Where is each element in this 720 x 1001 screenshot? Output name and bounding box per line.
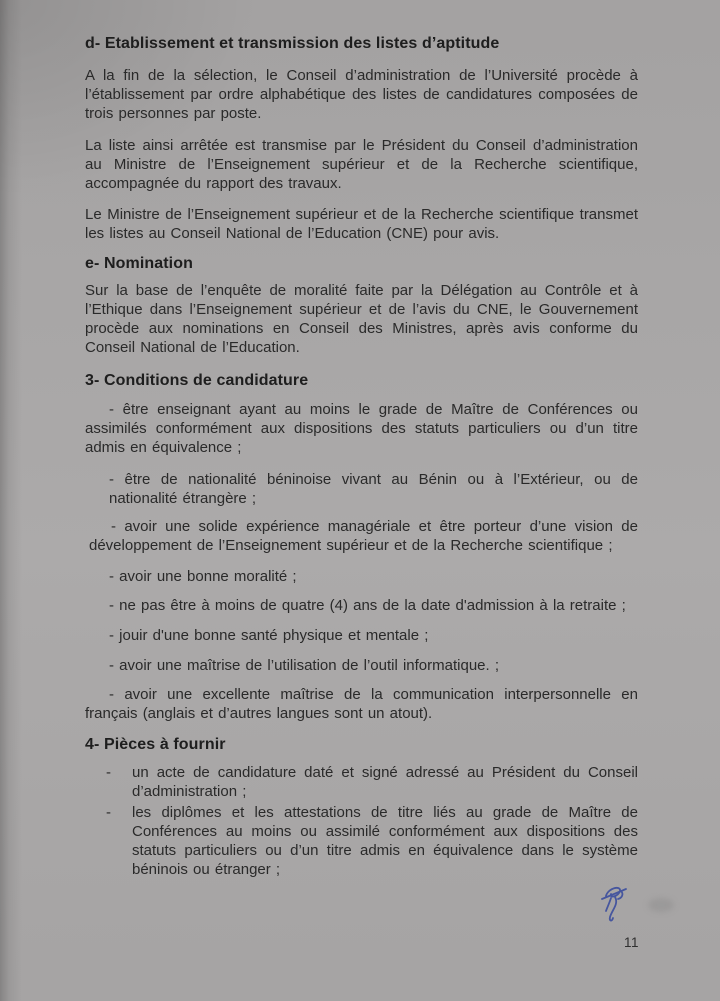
condition-item-experience: - avoir une solide expérience managériale et être porteur d’une vision de développement de l’Enseignement supérieur et de la Recherche scientifique ;	[89, 518, 638, 554]
heading-pieces-a-fournir: 4- Pièces à fournir	[85, 736, 226, 753]
piece-item-acte-candidature	[106, 763, 638, 801]
page-number: 11	[624, 935, 640, 950]
document-content	[85, 34, 638, 879]
heading-conditions-candidature: 3- Conditions de candidature	[85, 372, 309, 389]
list-dash-marker: -	[106, 764, 111, 781]
heading-listes-aptitude: d- Etablissement et transmission des listes d’aptitude	[85, 35, 500, 52]
list-dash-marker: -	[106, 804, 111, 821]
condition-item-sante: - jouir d'une bonne santé physique et mentale ;	[109, 627, 429, 644]
condition-item-moralite: - avoir une bonne moralité ;	[109, 568, 297, 585]
piece-item-text: les diplômes et les attestations de titre liés au grade de Maître de Conférences au moins ou assimilé conformément aux dispositions des statuts particuliers ou d’un titre admis en équivalence dans le système béninois ou étranger ;	[132, 804, 638, 878]
signature-ink-icon	[597, 884, 635, 932]
condition-item-enseignant: - être enseignant ayant au moins le grade de Maître de Conférences ou assimilés conformément aux dispositions des statuts particuliers ou d’un titre admis en équivalence ;	[85, 401, 638, 456]
piece-item-diplomes	[106, 803, 638, 879]
paragraph-ministre-transmet: Le Ministre de l’Enseignement supérieur et de la Recherche scientifique transmet les listes au Conseil National de l’Education (CNE) pour avis.	[85, 206, 638, 242]
scan-smudge	[648, 898, 674, 912]
paragraph-liste-arretee: La liste ainsi arrêtée est transmise par le Président du Conseil d’administration au Ministre de l’Enseignement supérieur et de la Recherche scientifique, accompagnée du rapport des travaux.	[85, 137, 638, 192]
paragraph-selection: A la fin de la sélection, le Conseil d’administration de l’Université procède à l’établissement par ordre alphabétique des listes de candidatures composées de trois personnes par poste.	[85, 67, 638, 122]
condition-item-nationalite: - être de nationalité béninoise vivant au Bénin ou à l’Extérieur, ou de nationalité étrangère ;	[109, 471, 638, 507]
paragraph-nomination: Sur la base de l’enquête de moralité faite par la Délégation au Contrôle et à l’Ethique dans l’Enseignement supérieur et de l’avis du CNE, le Gouvernement procède aux nominations en Conseil des Ministres, après avis conforme du Conseil National de l’Education.	[85, 282, 638, 356]
condition-item-communication: - avoir une excellente maîtrise de la communication interpersonnelle en français (anglais et d’autres langues sont un atout).	[85, 686, 638, 722]
condition-item-informatique: - avoir une maîtrise de l’utilisation de l’outil informatique. ;	[109, 657, 500, 674]
condition-item-retraite: - ne pas être à moins de quatre (4) ans de la date d'admission à la retraite ;	[109, 597, 626, 614]
heading-nomination: e- Nomination	[85, 255, 193, 272]
piece-item-text: un acte de candidature daté et signé adressé au Président du Conseil d’administration ;	[132, 764, 638, 800]
